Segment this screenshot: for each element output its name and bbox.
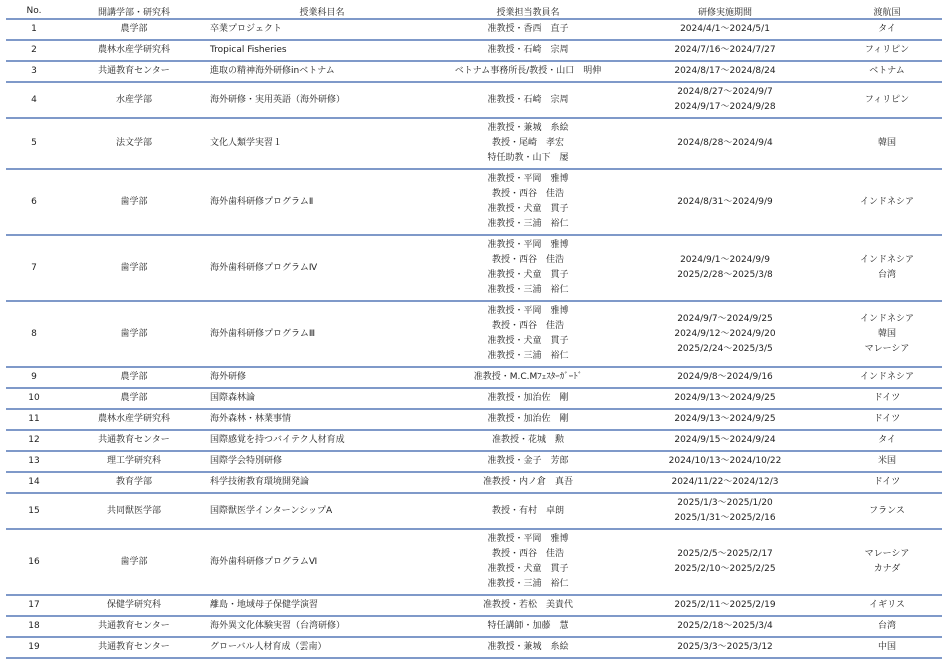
row-number: 3	[6, 61, 62, 82]
instructor-name: 准教授・金子 芳郎	[487, 456, 569, 466]
destination-country: マレーシア	[864, 343, 910, 354]
course-name-cell: 海外歯科研修プログラムⅡ	[206, 169, 438, 235]
period-range: 2025/1/31～2025/2/16	[674, 513, 776, 523]
period-cell	[618, 493, 832, 529]
period-cell	[618, 409, 832, 430]
department-cell: 共通教育センター	[62, 430, 206, 451]
destination-cell	[832, 118, 942, 169]
header-instructors: 授業担当教員名	[438, 4, 618, 19]
instructor-name: 教授・西谷 佳浩	[491, 321, 564, 331]
period-range: 2024/9/13～2024/9/25	[674, 414, 776, 424]
instructors-cell	[438, 235, 618, 301]
row-number: 9	[6, 367, 62, 388]
course-name-cell: 文化人類学実習１	[206, 118, 438, 169]
instructors-cell	[438, 82, 618, 118]
destination-cell	[832, 40, 942, 61]
table-row	[6, 409, 942, 430]
table-row	[6, 493, 942, 529]
header-department: 開講学部・研究科	[62, 4, 206, 19]
period-cell	[618, 82, 832, 118]
instructor-name: 准教授・三浦 裕仁	[487, 285, 569, 295]
destination-country: 台湾	[877, 621, 896, 631]
table-row	[6, 595, 942, 616]
header-destination: 渡航国	[832, 4, 942, 19]
department-cell: 共同獣医学部	[62, 493, 206, 529]
period-range: 2024/8/28～2024/9/4	[677, 138, 773, 148]
department-cell: 農学部	[62, 19, 206, 40]
period-cell	[618, 529, 832, 595]
department-cell: 共通教育センター	[62, 637, 206, 658]
destination-country: インドネシア	[860, 372, 914, 382]
period-range: 2024/9/13～2024/9/25	[674, 393, 776, 403]
destination-cell	[832, 472, 942, 493]
department-cell: 農林水産学研究科	[62, 409, 206, 430]
instructors-cell	[438, 430, 618, 451]
instructors-cell	[438, 493, 618, 529]
period-cell	[618, 301, 832, 367]
instructor-name: 准教授・犬童 貫子	[487, 564, 569, 574]
instructor-name: ベトナム事務所長/教授・山口 明伸	[454, 66, 602, 76]
row-number: 8	[6, 301, 62, 367]
instructor-name: 教授・尾崎 孝宏	[491, 138, 564, 148]
instructors-cell	[438, 595, 618, 616]
row-number: 15	[6, 493, 62, 529]
destination-country: フィリピン	[864, 94, 910, 105]
instructors-cell	[438, 169, 618, 235]
period-range: 2024/9/7～2024/9/25	[677, 313, 773, 324]
instructor-name: 教授・西谷 佳浩	[491, 189, 564, 199]
course-table	[6, 4, 942, 659]
department-cell: 法文学部	[62, 118, 206, 169]
study-abroad-course-table	[6, 4, 942, 659]
destination-cell	[832, 430, 942, 451]
period-cell	[618, 616, 832, 637]
instructor-name: 准教授・犬童 貫子	[487, 204, 569, 214]
table-row	[6, 472, 942, 493]
destination-country: ドイツ	[873, 477, 901, 487]
destination-country: 台湾	[877, 270, 896, 280]
period-range: 2025/2/11～2025/2/19	[674, 600, 776, 610]
row-number: 10	[6, 388, 62, 409]
instructors-cell	[438, 118, 618, 169]
instructor-name: 准教授・加治佐 剛	[487, 414, 569, 424]
destination-cell	[832, 61, 942, 82]
destination-cell	[832, 169, 942, 235]
department-cell: 歯学部	[62, 235, 206, 301]
header-row	[6, 4, 942, 19]
table-row	[6, 82, 942, 118]
instructors-cell	[438, 616, 618, 637]
period-range: 2024/8/17～2024/8/24	[674, 66, 776, 76]
row-number: 17	[6, 595, 62, 616]
row-number: 2	[6, 40, 62, 61]
course-name-cell: 海外歯科研修プログラムⅢ	[206, 301, 438, 367]
instructor-name: 准教授・若松 美貴代	[482, 600, 573, 610]
instructor-name: 准教授・花城 勲	[491, 435, 564, 445]
period-cell	[618, 367, 832, 388]
period-range: 2024/8/27～2024/9/7	[677, 87, 773, 97]
period-range: 2024/9/15～2024/9/24	[674, 435, 776, 445]
period-cell	[618, 430, 832, 451]
header-period: 研修実施期間	[618, 4, 832, 19]
period-range: 2024/4/1～2024/5/1	[680, 24, 770, 34]
table-body	[6, 19, 942, 658]
destination-country: フィリピン	[864, 45, 910, 55]
destination-country: 米国	[877, 456, 896, 466]
destination-country: 中国	[877, 642, 896, 652]
course-name-cell: 国際学会特別研修	[206, 451, 438, 472]
period-cell	[618, 451, 832, 472]
course-name-cell: 国際感覚を持つバイテク人材育成	[206, 430, 438, 451]
destination-country: フランス	[869, 505, 905, 516]
period-range: 2024/9/1～2024/9/9	[680, 255, 770, 265]
instructors-cell	[438, 61, 618, 82]
period-range: 2025/2/5～2025/2/17	[677, 549, 773, 559]
row-number: 1	[6, 19, 62, 40]
period-range: 2025/2/18～2025/3/4	[677, 621, 773, 631]
department-cell: 農学部	[62, 367, 206, 388]
course-name-cell: 国際獣医学インターンシップA	[206, 493, 438, 529]
destination-country: 韓国	[877, 138, 896, 148]
row-number: 11	[6, 409, 62, 430]
instructor-name: 准教授・平岡 雅博	[487, 174, 569, 184]
course-name-cell: 海外森林・林業事情	[206, 409, 438, 430]
destination-cell	[832, 235, 942, 301]
period-cell	[618, 235, 832, 301]
table-row	[6, 616, 942, 637]
course-name-cell: Tropical Fisheries	[206, 40, 438, 61]
period-range: 2024/8/31～2024/9/9	[677, 196, 773, 207]
instructors-cell	[438, 40, 618, 61]
period-cell	[618, 19, 832, 40]
instructor-name: 准教授・犬童 貫子	[487, 336, 569, 346]
destination-cell	[832, 616, 942, 637]
destination-country: ベトナム	[869, 66, 905, 76]
table-row	[6, 19, 942, 40]
department-cell: 歯学部	[62, 301, 206, 367]
instructor-name: 准教授・三浦 裕仁	[487, 579, 569, 589]
destination-country: イギリス	[869, 600, 905, 610]
destination-cell	[832, 301, 942, 367]
destination-country: インドネシア	[860, 196, 914, 207]
destination-cell	[832, 595, 942, 616]
table-row	[6, 61, 942, 82]
destination-country: インドネシア	[860, 255, 914, 265]
course-name-cell: 海外研修・実用英語（海外研修）	[206, 82, 438, 118]
period-range: 2025/2/28～2025/3/8	[677, 270, 773, 280]
destination-cell	[832, 529, 942, 595]
instructor-name: 特任助教・山下 屡	[487, 153, 569, 163]
destination-country: マレーシア	[864, 549, 910, 559]
instructor-name: 准教授・犬童 貫子	[487, 270, 569, 280]
row-number: 7	[6, 235, 62, 301]
destination-cell	[832, 493, 942, 529]
instructors-cell	[438, 409, 618, 430]
instructors-cell	[438, 529, 618, 595]
row-number: 18	[6, 616, 62, 637]
course-name-cell: 海外研修	[206, 367, 438, 388]
table-row	[6, 301, 942, 367]
period-cell	[618, 118, 832, 169]
period-range: 2024/9/17～2024/9/28	[674, 102, 776, 112]
instructor-name: 准教授・香西 直子	[487, 24, 569, 34]
table-row	[6, 367, 942, 388]
instructor-name: 准教授・M.C.Mﾌｪｽﾀｰｶﾞｰﾄﾞ	[473, 372, 583, 382]
period-range: 2025/1/3～2025/1/20	[677, 498, 773, 508]
destination-cell	[832, 19, 942, 40]
department-cell: 水産学部	[62, 82, 206, 118]
destination-country: ドイツ	[873, 393, 901, 403]
department-cell: 保健学研究科	[62, 595, 206, 616]
destination-country: インドネシア	[860, 313, 914, 324]
row-number: 14	[6, 472, 62, 493]
period-range: 2025/2/10～2025/2/25	[674, 564, 776, 574]
period-cell	[618, 388, 832, 409]
instructor-name: 教授・有村 卓朗	[491, 505, 564, 516]
instructor-name: 教授・西谷 佳浩	[491, 255, 564, 265]
table-row	[6, 118, 942, 169]
course-name-cell: 卒業プロジェクト	[206, 19, 438, 40]
instructor-name: 准教授・石崎 宗周	[487, 94, 569, 105]
period-range: 2024/11/22～2024/12/3	[671, 477, 779, 487]
destination-cell	[832, 409, 942, 430]
row-number: 16	[6, 529, 62, 595]
period-range: 2024/10/13～2024/10/22	[668, 456, 782, 466]
course-name-cell: 海外歯科研修プログラムⅣ	[206, 235, 438, 301]
instructors-cell	[438, 367, 618, 388]
table-row	[6, 430, 942, 451]
instructor-name: 准教授・三浦 裕仁	[487, 219, 569, 229]
destination-country: 韓国	[877, 328, 896, 339]
row-number: 6	[6, 169, 62, 235]
instructors-cell	[438, 301, 618, 367]
period-range: 2025/2/24～2025/3/5	[677, 343, 773, 354]
department-cell: 教育学部	[62, 472, 206, 493]
row-number: 13	[6, 451, 62, 472]
course-name-cell: グローバル人材育成（雲南）	[206, 637, 438, 658]
period-cell	[618, 595, 832, 616]
instructors-cell	[438, 388, 618, 409]
department-cell: 農学部	[62, 388, 206, 409]
department-cell: 農林水産学研究科	[62, 40, 206, 61]
destination-country: タイ	[878, 24, 896, 34]
course-name-cell: 進取の精神海外研修inベトナム	[206, 61, 438, 82]
header-course: 授業科目名	[206, 4, 438, 19]
department-cell: 共通教育センター	[62, 616, 206, 637]
course-name-cell: 離島・地域母子保健学演習	[206, 595, 438, 616]
period-cell	[618, 169, 832, 235]
table-row	[6, 451, 942, 472]
instructor-name: 准教授・加治佐 剛	[487, 393, 569, 403]
department-cell: 歯学部	[62, 529, 206, 595]
instructor-name: 准教授・三浦 裕仁	[487, 351, 569, 361]
period-cell	[618, 61, 832, 82]
department-cell: 歯学部	[62, 169, 206, 235]
instructor-name: 准教授・平岡 雅博	[487, 306, 569, 316]
table-row	[6, 169, 942, 235]
row-number: 19	[6, 637, 62, 658]
department-cell: 共通教育センター	[62, 61, 206, 82]
destination-country: ドイツ	[873, 414, 901, 424]
course-name-cell: 海外異文化体験実習（台湾研修）	[206, 616, 438, 637]
period-cell	[618, 472, 832, 493]
period-range: 2025/3/3～2025/3/12	[677, 642, 773, 652]
period-cell	[618, 40, 832, 61]
table-row	[6, 40, 942, 61]
course-name-cell: 海外歯科研修プログラムⅥ	[206, 529, 438, 595]
instructors-cell	[438, 19, 618, 40]
destination-country: カナダ	[873, 564, 901, 574]
row-number: 4	[6, 82, 62, 118]
destination-cell	[832, 82, 942, 118]
destination-cell	[832, 451, 942, 472]
instructors-cell	[438, 472, 618, 493]
department-cell: 理工学研究科	[62, 451, 206, 472]
table-row	[6, 388, 942, 409]
header-no: No.	[6, 4, 62, 19]
instructor-name: 准教授・石崎 宗周	[487, 45, 569, 55]
instructor-name: 准教授・平岡 雅博	[487, 240, 569, 250]
row-number: 5	[6, 118, 62, 169]
row-number: 12	[6, 430, 62, 451]
course-name-cell: 国際森林論	[206, 388, 438, 409]
destination-cell	[832, 388, 942, 409]
course-name-cell: 科学技術教育環境開発論	[206, 472, 438, 493]
instructor-name: 特任講師・加藤 慧	[487, 621, 569, 631]
period-range: 2024/9/8～2024/9/16	[677, 372, 773, 382]
destination-country: タイ	[878, 435, 896, 445]
table-row	[6, 235, 942, 301]
instructor-name: 准教授・兼城 糸絵	[487, 123, 569, 133]
period-range: 2024/9/12～2024/9/20	[674, 328, 776, 339]
period-range: 2024/7/16～2024/7/27	[674, 45, 776, 55]
table-row	[6, 529, 942, 595]
instructor-name: 准教授・兼城 糸絵	[487, 642, 569, 652]
instructor-name: 准教授・平岡 雅博	[487, 534, 569, 544]
instructor-name: 准教授・内ノ倉 真吾	[482, 477, 573, 487]
instructors-cell	[438, 451, 618, 472]
instructor-name: 教授・西谷 佳浩	[491, 549, 564, 559]
destination-cell	[832, 367, 942, 388]
